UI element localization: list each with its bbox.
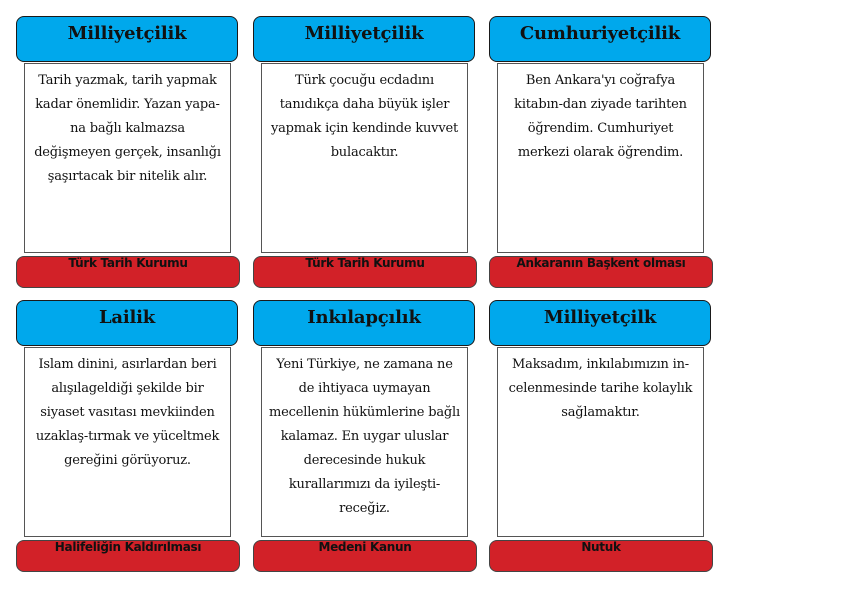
card-title: Cumhuriyetçilik [519, 23, 681, 44]
card-title: Lailik [98, 307, 156, 328]
card-header [489, 300, 711, 346]
card-quote: Ben Ankara'yı coğrafya kitabın-dan ziyade tarihten öğrendim. Cumhuriyet merkezi olarak öğrendim. [514, 73, 687, 160]
card-lailik [16, 300, 240, 572]
card-title: Milliyetçilk [543, 307, 657, 328]
card-body [497, 347, 704, 537]
card-quote: Türk çocuğu ecdadını tanıdıkça daha büyük işler yapmak için kendinde kuvvet bulacaktır. [270, 73, 458, 160]
card-milliyetcilik-1 [16, 16, 240, 288]
card-footer [253, 540, 477, 572]
card-title: Milliyetçilik [304, 23, 424, 44]
card-body [24, 347, 231, 537]
card-header [489, 16, 711, 62]
card-title: Milliyetçilik [67, 23, 187, 44]
card-milliyetcilik-3 [489, 300, 713, 572]
card-quote: Tarih yazmak, tarih yapmak kadar önemlidir. Yazan yapa-na bağlı kalmazsa değişmeyen gerçek, insanlığı şaşırtacak bir nitelik alır. [34, 73, 221, 184]
card-source: Halifeliğin Kaldırılması [54, 540, 202, 554]
card-source: Türk Tarih Kurumu [68, 256, 188, 270]
card-quote: Islam dinini, asırlardan beri alışılageldiği şekilde bir siyaset vasıtası mevkiinden uzaklaş-tırmak ve yüceltmek gereğini görüyoruz. [35, 357, 220, 468]
card-header [16, 16, 238, 62]
card-header [16, 300, 238, 346]
card-source: Medeni Kanun [318, 540, 412, 554]
card-inkilapcilik [253, 300, 477, 572]
card-cumhuriyetcilik [489, 16, 713, 288]
card-source: Türk Tarih Kurumu [305, 256, 425, 270]
card-body [261, 63, 468, 253]
card-header [253, 16, 475, 62]
card-footer [489, 540, 713, 572]
card-footer [253, 256, 477, 288]
card-body [497, 63, 704, 253]
card-footer [16, 540, 240, 572]
card-milliyetcilik-2 [253, 16, 477, 288]
card-source: Ankaranın Başkent olması [516, 256, 686, 270]
card-header [253, 300, 475, 346]
card-title: Inkılapçılık [307, 307, 421, 328]
card-source: Nutuk [581, 540, 621, 554]
card-footer [16, 256, 240, 288]
card-quote: Maksadım, inkılabımızın in-celenmesinde tarihe kolaylık sağlamaktır. [508, 357, 693, 420]
card-quote: Yeni Türkiye, ne zamana ne de ihtiyaca uymayan mecellenin hükümlerine bağlı kalamaz. En uygar uluslar derecesinde hukuk kurallarımızı da iyileşti-receğiz. [269, 357, 460, 516]
card-footer [489, 256, 713, 288]
card-body [24, 63, 231, 253]
card-body [261, 347, 468, 537]
